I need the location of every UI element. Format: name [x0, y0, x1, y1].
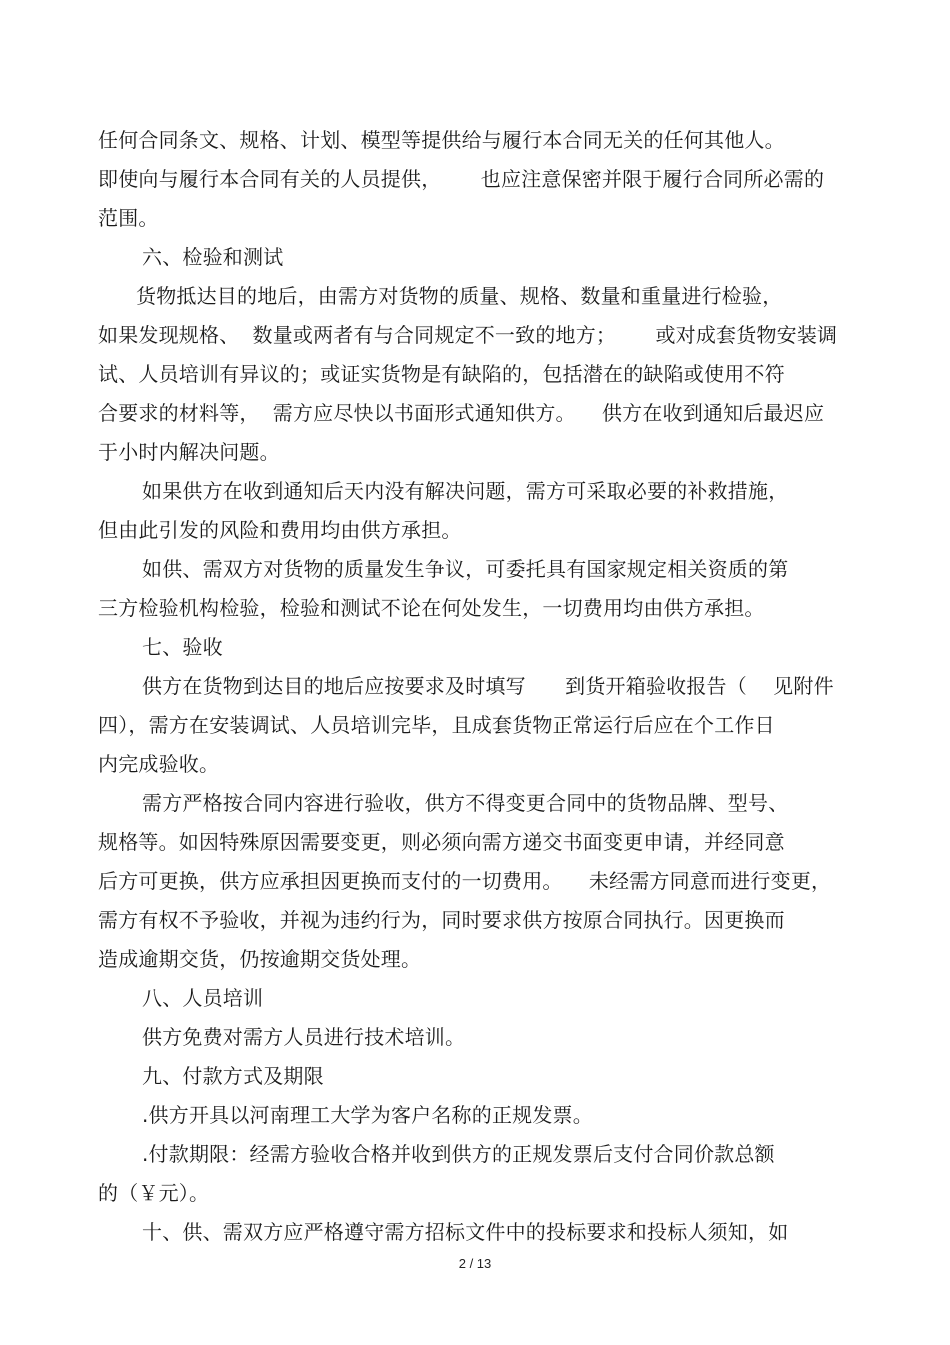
text-line: .付款期限：经需方验收合格并收到供方的正规发票后支付合同价款总额: [142, 1142, 775, 1166]
text-line: 内完成验收。: [98, 752, 220, 776]
section-heading: 六、检验和测试: [142, 245, 284, 269]
text-line: 需方有权不予验收，并视为违约行为，同时要求供方按原合同执行。因更换而: [98, 908, 785, 932]
text-line: 范围。: [98, 206, 159, 230]
text-line: 十、供、需双方应严格遵守需方招标文件中的投标要求和投标人须知，如: [142, 1220, 789, 1244]
text-line: 于小时内解决问题。: [98, 440, 280, 464]
page-number: 2 / 13: [458, 1256, 492, 1271]
text-line: 试、人员培训有异议的；或证实货物是有缺陷的，包括潜在的缺陷或使用不符: [98, 362, 785, 386]
text-line: 四），需方在安装调试、人员培训完毕，且成套货物正常运行后应在个工作日: [98, 713, 775, 737]
text-line: 即使向与履行本合同有关的人员提供， 也应注意保密并限于履行合同所必需的: [98, 167, 825, 191]
section-heading: 八、人员培训: [142, 986, 264, 1010]
text-line: 合要求的材料等， 需方应尽快以书面形式通知供方。 供方在收到通知后最迟应: [98, 401, 825, 425]
text-line: 需方严格按合同内容进行验收，供方不得变更合同中的货物品牌、型号、: [142, 791, 789, 815]
text-line: 如供、需双方对货物的质量发生争议，可委托具有国家规定相关资质的第: [142, 557, 789, 581]
text-line: 规格等。如因特殊原因需要变更，则必须向需方递交书面变更申请，并经同意: [98, 830, 785, 854]
text-line: 造成逾期交货，仍按逾期交货处理。: [98, 947, 422, 971]
text-line: 如果供方在收到通知后天内没有解决问题，需方可采取必要的补救措施，: [142, 479, 789, 503]
text-line: .供方开具以河南理工大学为客户名称的正规发票。: [142, 1103, 593, 1127]
text-line: 的（￥元）。: [98, 1181, 210, 1205]
text-line: 供方在货物到达目的地后应按要求及时填写 到货开箱验收报告（ 见附件: [142, 674, 834, 698]
text-line: 如果发现规格、 数量或两者有与合同规定不一致的地方； 或对成套货物安装调: [98, 323, 838, 347]
text-line: 三方检验机构检验，检验和测试不论在何处发生，一切费用均由供方承担。: [98, 596, 765, 620]
text-line: 但由此引发的风险和费用均由供方承担。: [98, 518, 462, 542]
section-heading: 九、付款方式及期限: [142, 1064, 324, 1088]
text-line: 后方可更换，供方应承担因更换而支付的一切费用。 未经需方同意而进行变更，: [98, 869, 832, 893]
text-line: 供方免费对需方人员进行技术培训。: [142, 1025, 466, 1049]
text-line: 任何合同条文、规格、计划、模型等提供给与履行本合同无关的任何其他人。: [98, 128, 785, 152]
section-heading: 七、验收: [142, 635, 223, 659]
text-line: 货物抵达目的地后，由需方对货物的质量、规格、数量和重量进行检验，: [136, 284, 783, 308]
